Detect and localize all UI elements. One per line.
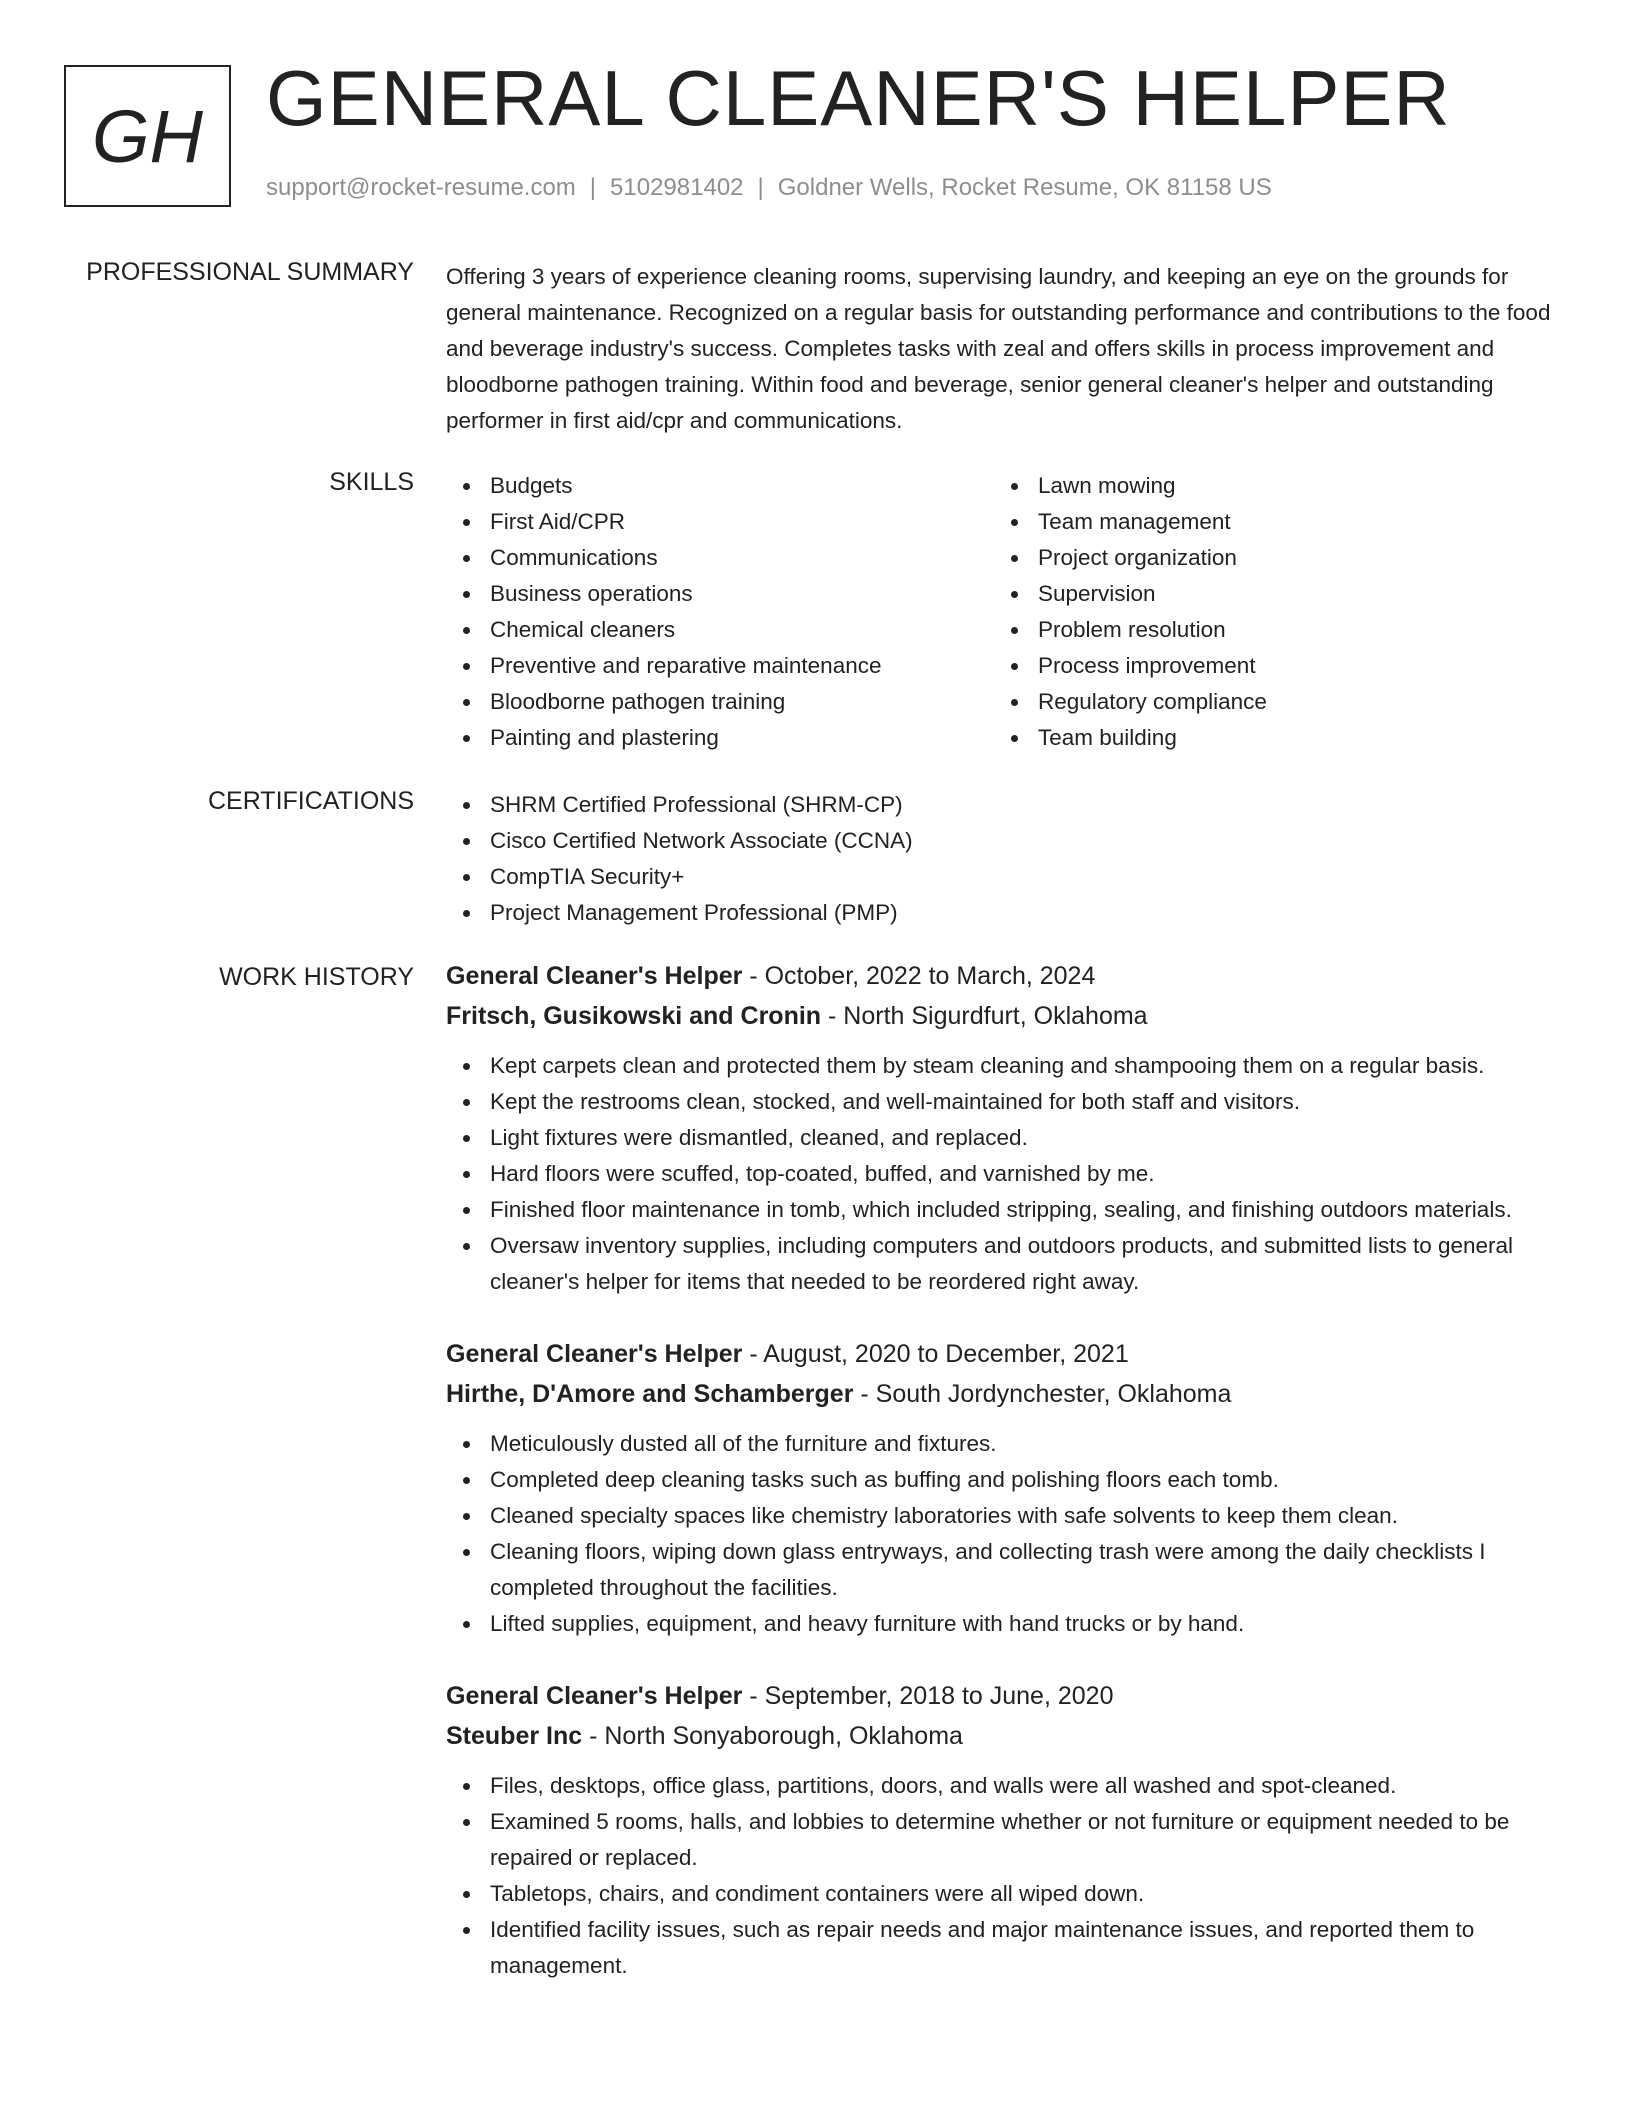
job-dates: - October, 2022 to March, 2024 (742, 962, 1096, 990)
skills-heading: SKILLS (329, 468, 414, 496)
summary-heading: PROFESSIONAL SUMMARY (86, 258, 414, 286)
skill-item: Team management (994, 504, 1542, 540)
job-company: Hirthe, D'Amore and Schamberger (446, 1380, 854, 1408)
skill-item: Business operations (446, 576, 994, 612)
skills-list-right (994, 468, 1542, 756)
job-title: General Cleaner's Helper (446, 962, 743, 990)
skill-item: Budgets (446, 468, 994, 504)
contact-separator: | (589, 174, 597, 201)
certification-item: Cisco Certified Network Associate (CCNA) (446, 823, 1556, 859)
job-duty-item: Kept the restrooms clean, stocked, and well-maintained for both staff and visitors. (446, 1084, 1556, 1120)
job-dates: - September, 2018 to June, 2020 (742, 1682, 1114, 1710)
job-duty-item: Kept carpets clean and protected them by steam cleaning and shampooing them on a regular basis. (446, 1048, 1556, 1084)
skill-item: Communications (446, 540, 994, 576)
job-duty-item: Identified facility issues, such as repair needs and major maintenance issues, and reported them to management. (446, 1912, 1556, 1984)
job-entry (446, 956, 1556, 1300)
job-duty-item: Files, desktops, office glass, partitions, doors, and walls were all washed and spot-cleaned. (446, 1768, 1556, 1804)
job-duty-item: Cleaned specialty spaces like chemistry laboratories with safe solvents to keep them clean. (446, 1498, 1556, 1534)
skill-item: Project organization (994, 540, 1542, 576)
job-company-line (446, 1716, 1556, 1756)
certification-item: CompTIA Security+ (446, 859, 1556, 895)
job-location: - North Sigurdfurt, Oklahoma (821, 1002, 1148, 1030)
skill-item: Team building (994, 720, 1542, 756)
monogram-initials: GH (92, 94, 203, 178)
skill-item: Lawn mowing (994, 468, 1542, 504)
job-title-line (446, 1676, 1556, 1716)
certifications-list (446, 787, 1556, 931)
job-dates: - August, 2020 to December, 2021 (742, 1340, 1129, 1368)
job-duty-item: Oversaw inventory supplies, including computers and outdoors products, and submitted lists to general cleaner's helper for items that needed to be reordered right away. (446, 1228, 1556, 1300)
skills-list-left (446, 468, 994, 756)
skill-item: First Aid/CPR (446, 504, 994, 540)
skill-item: Preventive and reparative maintenance (446, 648, 994, 684)
job-title-line (446, 1334, 1556, 1374)
skill-item: Problem resolution (994, 612, 1542, 648)
work-history-body (446, 956, 1556, 2018)
contact-phone: 5102981402 (610, 174, 744, 201)
skill-item: Regulatory compliance (994, 684, 1542, 720)
job-duty-item: Finished floor maintenance in tomb, which included stripping, sealing, and finishing outdoors materials. (446, 1192, 1556, 1228)
skill-item: Chemical cleaners (446, 612, 994, 648)
job-title-line (446, 956, 1556, 996)
job-duty-item: Lifted supplies, equipment, and heavy furniture with hand trucks or by hand. (446, 1606, 1556, 1642)
job-company: Fritsch, Gusikowski and Cronin (446, 1002, 822, 1030)
job-location: - South Jordynchester, Oklahoma (853, 1380, 1232, 1408)
job-duty-item: Tabletops, chairs, and condiment containers were all wiped down. (446, 1876, 1556, 1912)
job-duty-item: Examined 5 rooms, halls, and lobbies to determine whether or not furniture or equipment needed to be repaired or replaced. (446, 1804, 1556, 1876)
job-duty-item: Cleaning floors, wiping down glass entryways, and collecting trash were among the daily checklists I completed throughout the facilities. (446, 1534, 1556, 1606)
contact-line (266, 174, 1272, 202)
skill-item: Painting and plastering (446, 720, 994, 756)
job-duty-item: Meticulously dusted all of the furniture and fixtures. (446, 1426, 1556, 1462)
job-title: General Cleaner's Helper (446, 1340, 743, 1368)
job-duties-list (446, 1426, 1556, 1642)
job-duty-item: Hard floors were scuffed, top-coated, buffed, and varnished by me. (446, 1156, 1556, 1192)
summary-text: Offering 3 years of experience cleaning rooms, supervising laundry, and keeping an eye on the grounds for general maintenance. Recognized on a regular basis for outstanding performance and contributions to the food and beverage industry's success. Completes tasks with zeal and offers skills in process improvement and bloodborne pathogen training. Within food and beverage, senior general cleaner's helper and outstanding performer in first aid/cpr and communications. (446, 264, 1551, 433)
certifications-body (446, 787, 1556, 931)
contact-separator: | (757, 174, 764, 201)
summary-body (446, 259, 1556, 439)
job-location: - North Sonyaborough, Oklahoma (582, 1722, 963, 1750)
job-duties-list (446, 1048, 1556, 1300)
job-duties-list (446, 1768, 1556, 1984)
job-duty-item: Light fixtures were dismantled, cleaned, and replaced. (446, 1120, 1556, 1156)
monogram-box (64, 65, 231, 207)
skill-item: Bloodborne pathogen training (446, 684, 994, 720)
certification-item: SHRM Certified Professional (SHRM-CP) (446, 787, 1556, 823)
skill-item: Process improvement (994, 648, 1542, 684)
job-company-line (446, 996, 1556, 1036)
contact-address: Goldner Wells, Rocket Resume, OK 81158 US (777, 174, 1272, 201)
certifications-heading: CERTIFICATIONS (207, 787, 414, 815)
certification-item: Project Management Professional (PMP) (446, 895, 1556, 931)
job-company: Steuber Inc (446, 1722, 583, 1750)
work-history-heading: WORK HISTORY (219, 963, 414, 991)
job-title: General Cleaner's Helper (446, 1682, 743, 1710)
job-company-line (446, 1374, 1556, 1414)
job-duty-item: Completed deep cleaning tasks such as buffing and polishing floors each tomb. (446, 1462, 1556, 1498)
job-entry (446, 1676, 1556, 1984)
contact-email: support@rocket-resume.com (266, 174, 576, 201)
job-entry (446, 1334, 1556, 1642)
skills-body (446, 468, 1556, 756)
skill-item: Supervision (994, 576, 1542, 612)
candidate-name: GENERAL CLEANER'S HELPER (266, 54, 1451, 142)
